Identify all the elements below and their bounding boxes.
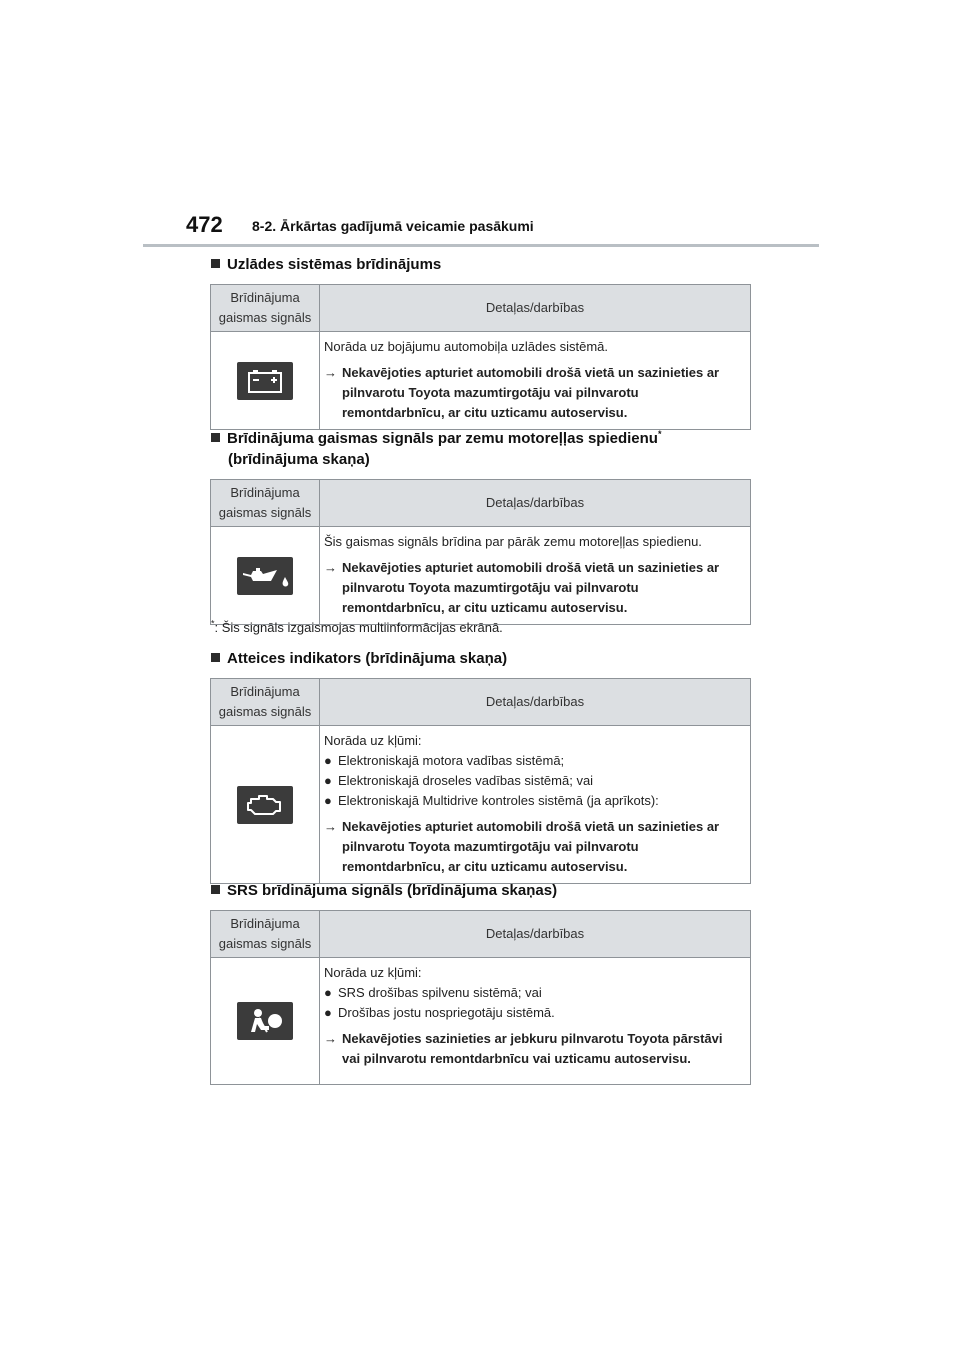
bullet-icon: ● (324, 793, 332, 808)
description-text: Norāda uz kļūmi: (324, 733, 422, 748)
table-row (211, 527, 751, 625)
details-cell (320, 726, 751, 884)
action-text: → Nekavējoties sazinieties ar jebkuru pilnvarotu Toyota pārstāvi vai pilnvarotu remontdarbnīcu vai uzticamu autoservisu. (324, 1031, 723, 1066)
column-header-light: Brīdinājuma gaismas signāls (211, 285, 320, 332)
table-row (211, 726, 751, 884)
arrow-icon: → (324, 819, 337, 834)
bullet-icon: ● (324, 985, 332, 1000)
square-bullet-icon (211, 433, 220, 442)
column-header-light: Brīdinājuma gaismas signāls (211, 911, 320, 958)
warning-table-malfunction (210, 678, 751, 884)
warning-table-oil-pressure (210, 479, 751, 625)
page-number: 472 (186, 212, 223, 237)
header-divider (143, 244, 819, 247)
table-row (211, 332, 751, 430)
table-header-row (211, 679, 751, 726)
icon-cell (211, 726, 320, 884)
warning-table-charging (210, 284, 751, 430)
bullet-icon: ● (324, 753, 332, 768)
warning-table-srs (210, 910, 751, 1085)
column-header-details: Detaļas/darbības (320, 285, 751, 332)
battery-icon (237, 362, 293, 400)
list-item: ● Elektroniskajā droseles vadības sistēmā; vai (324, 771, 744, 791)
table-header-row (211, 480, 751, 527)
column-header-light: Brīdinājuma gaismas signāls (211, 480, 320, 527)
airbag-icon (237, 1002, 293, 1040)
column-header-details: Detaļas/darbības (320, 911, 751, 958)
section-heading-oil-pressure: Brīdinājuma gaismas signāls par zemu motoreļļas spiedienu* (brīdinājuma skaņa) (211, 428, 661, 470)
details-cell (320, 958, 751, 1085)
description-text: Šis gaismas signāls brīdina par pārāk zemu motoreļļas spiedienu. (324, 534, 702, 549)
square-bullet-icon (211, 885, 220, 894)
oil-can-icon (237, 557, 293, 595)
chapter-title: 8-2. Ārkārtas gadījumā veicamie pasākumi (252, 218, 534, 234)
footnote: *: Šis signāls izgaismojas multiinformācijas ekrānā. (211, 618, 503, 635)
table-header-row (211, 911, 751, 958)
bullet-icon: ● (324, 1005, 332, 1020)
icon-cell (211, 958, 320, 1085)
arrow-icon: → (324, 1031, 337, 1046)
square-bullet-icon (211, 653, 220, 662)
description-text: Norāda uz kļūmi: (324, 965, 422, 980)
description-text: Norāda uz bojājumu automobiļa uzlādes sistēmā. (324, 339, 608, 354)
bullet-icon: ● (324, 773, 332, 788)
square-bullet-icon (211, 259, 220, 268)
section-heading-srs: SRS brīdinājuma signāls (brīdinājuma skaņas) (211, 880, 557, 901)
arrow-icon: → (324, 560, 337, 575)
list-item: ● Elektroniskajā motora vadības sistēmā; (324, 751, 744, 771)
details-cell (320, 332, 751, 430)
icon-cell (211, 527, 320, 625)
details-cell (320, 527, 751, 625)
list-item: ● SRS drošības spilvenu sistēmā; vai (324, 983, 744, 1003)
table-header-row (211, 285, 751, 332)
table-row (211, 958, 751, 1085)
engine-icon (237, 786, 293, 824)
column-header-details: Detaļas/darbības (320, 679, 751, 726)
footnote-marker: * (657, 429, 662, 439)
list-item: ● Drošības jostu nospriegotāju sistēmā. (324, 1003, 744, 1023)
section-heading-charging: Uzlādes sistēmas brīdinājums (211, 254, 441, 275)
action-text: → Nekavējoties apturiet automobili drošā vietā un sazinieties ar pilnvarotu Toyota mazumtirgotāju vai pilnvarotu remontdarbnīcu, ar citu uzticamu autoservisu. (324, 365, 720, 420)
action-text: → Nekavējoties apturiet automobili drošā vietā un sazinieties ar pilnvarotu Toyota mazumtirgotāju vai pilnvarotu remontdarbnīcu, ar citu uzticamu autoservisu. (324, 819, 720, 874)
icon-cell (211, 332, 320, 430)
list-item: ● Elektroniskajā Multidrive kontroles sistēmā (ja aprīkots): (324, 791, 744, 811)
action-text: → Nekavējoties apturiet automobili drošā vietā un sazinieties ar pilnvarotu Toyota mazumtirgotāju vai pilnvarotu remontdarbnīcu, ar citu uzticamu autoservisu. (324, 560, 720, 615)
column-header-light: Brīdinājuma gaismas signāls (211, 679, 320, 726)
arrow-icon: → (324, 365, 337, 380)
column-header-details: Detaļas/darbības (320, 480, 751, 527)
section-heading-malfunction: Atteices indikators (brīdinājuma skaņa) (211, 648, 507, 669)
